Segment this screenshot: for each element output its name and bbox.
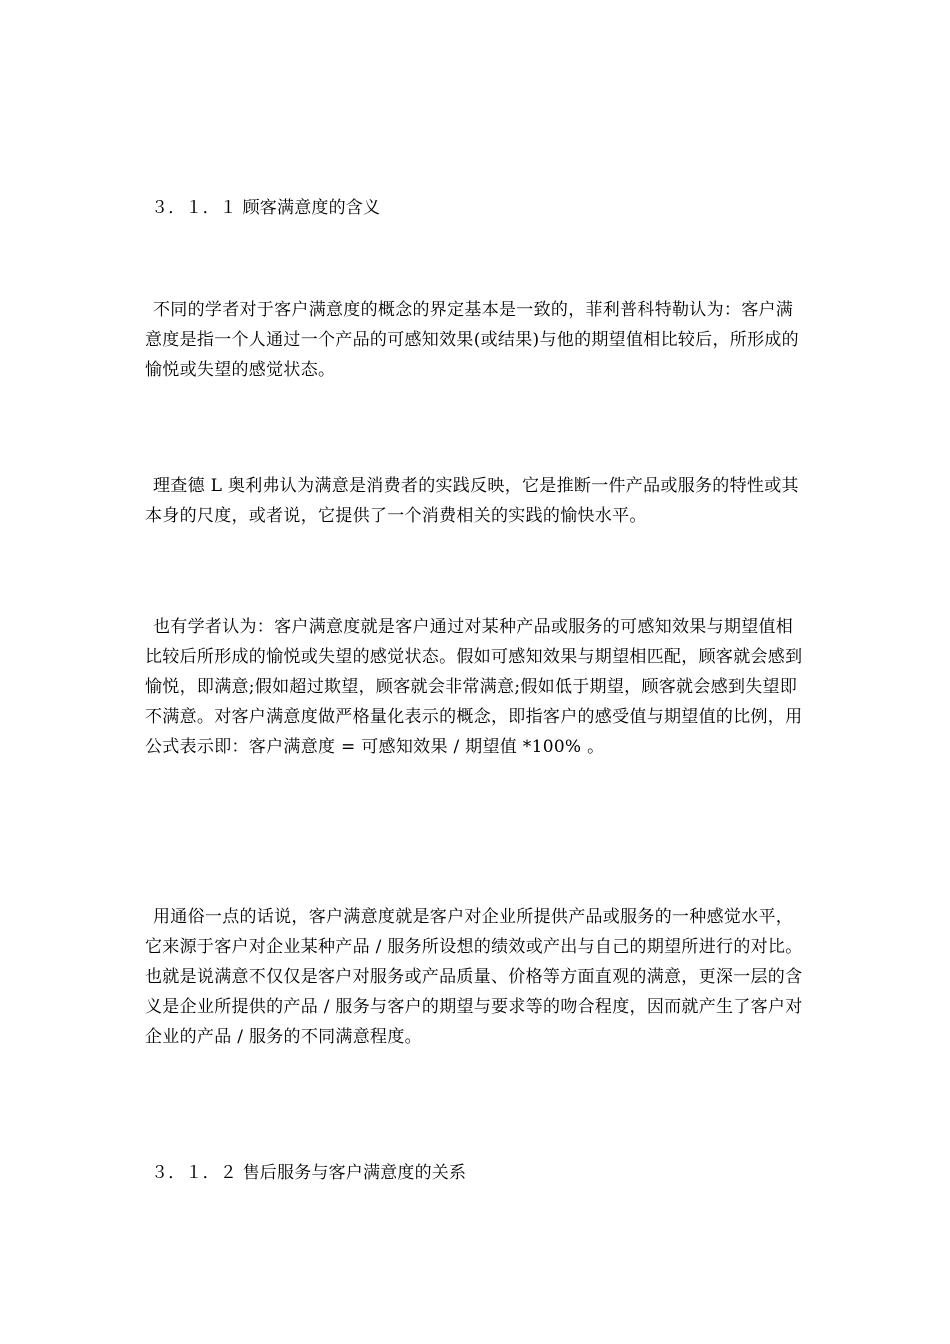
paragraph-2: 理查德 L 奥利弗认为满意是消费者的实践反映，它是推断一件产品或服务的特性或其本身的尺度，或者说，它提供了一个消费相关的实践的愉快水平。 — [145, 476, 799, 526]
section-heading-3-1-1: ３．１．１ 顾客满意度的含义 — [151, 198, 381, 218]
paragraph-3: 也有学者认为：客户满意度就是客户通过对某种产品或服务的可感知效果与期望值相比较后所形成的愉悦或失望的感觉状态。假如可感知效果与期望相匹配，顾客就会感到愉悦，即满意;假如超过欺望，顾客就会非常满意;假如低于期望，顾客就会感到失望即不满意。对客户满意度做严格量化表示的概念，即指客户的感受值与期望值的比例，用公式表示即：客户满意度 = 可感知效果 / 期望值 *100% 。 — [145, 617, 803, 757]
paragraph-4: 用通俗一点的话说，客户满意度就是客户对企业所提供产品或服务的一种感觉水平，它来源于客户对企业某种产品 / 服务所设想的绩效或产出与自己的期望所进行的对比。也就是说满意不仅仅是客户对服务或产品质量、价格等方面直观的满意，更深一层的含义是企业所提供的产品 / 服务与客户的期望与要求等的吻合程度，因而就产生了客户对企业的产品 / 服务的不同满意程度。 — [145, 907, 803, 1047]
paragraph-1: 不同的学者对于客户满意度的概念的界定基本是一致的，菲利普科特勒认为：客户满意度是指一个人通过一个产品的可感知效果(或结果)与他的期望值相比较后，所形成的愉悦或失望的感觉状态。 — [145, 300, 799, 380]
section-heading-3-1-2: ３．１．２ 售后服务与客户满意度的关系 — [151, 1163, 467, 1183]
